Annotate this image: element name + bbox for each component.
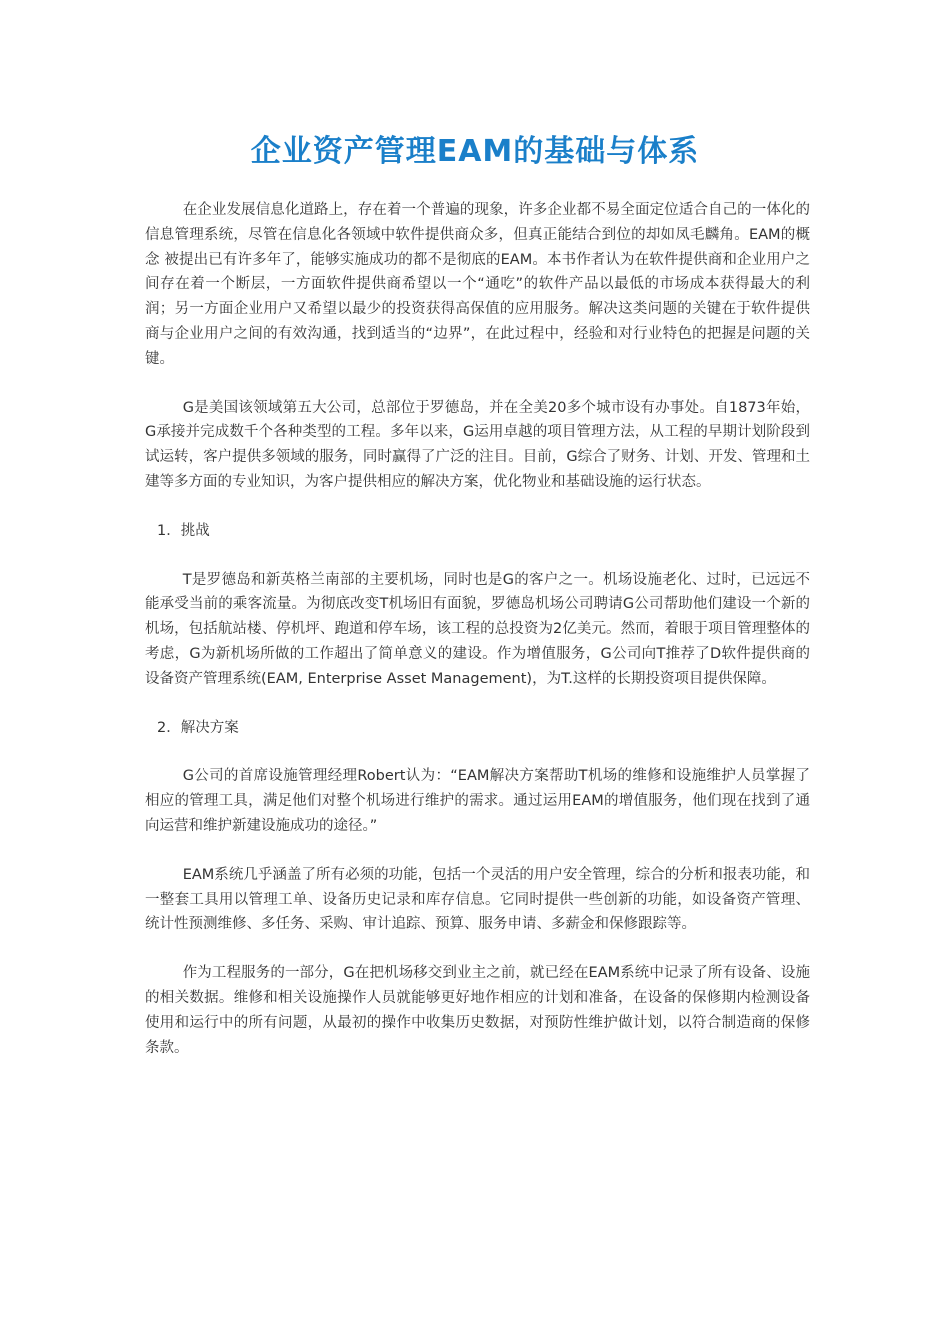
solution-paragraph-features: EAM系统几乎涵盖了所有必须的功能，包括一个灵活的用户安全管理，综合的分析和报表功能，和一整套工具用以管理工单、设备历史记录和库存信息。它同时提供一些创新的功能，如设备资产管理、统计性预测维修、多任务、采购、审计追踪、预算、服务申请、多薪金和保修跟踪等。 — [145, 866, 810, 933]
section-heading-solution: 2．解决方案 — [157, 719, 239, 736]
document-title: 企业资产管理EAM的基础与体系 — [250, 134, 700, 169]
document-body — [145, 198, 810, 1084]
solution-paragraph-quote: G公司的首席设施管理经理Robert认为：“EAM解决方案帮助T机场的维修和设施维护人员掌握了相应的管理工具，满足他们对整个机场进行维护的需求。通过运用EAM的增值服务，他们现在找到了通向运营和维护新建设施成功的途径。” — [145, 768, 810, 834]
solution-paragraph-data: 作为工程服务的一部分，G在把机场移交到业主之前，就已经在EAM系统中记录了所有设备、设施的相关数据。维修和相关设施操作人员就能够更好地作相应的计划和准备，在设备的保修期内检测设备使用和运行中的所有问题，从最初的操作中收集历史数据，对预防性维护做计划，以符合制造商的保修条款。 — [145, 965, 810, 1056]
intro-paragraph: 在企业发展信息化道路上，存在着一个普遍的现象，许多企业都不易全面定位适合自己的一体化的信息管理系统，尽管在信息化各领域中软件提供商众多，但真正能结合到位的却如凤毛麟角。EAM的概念 被提出已有许多年了，能够实施成功的都不是彻底的EAM。本书作者认为在软件提供商和企业用户之间存在着一个断层，一方面软件提供商希望以一个“通吃”的软件产品以最低的市场成本获得最大的利润；另一方面企业用户又希望以最少的投资获得高保值的应用服务。解决这类问题的关键在于软件提供商与企业用户之间的有效沟通，找到适当的“边界”，在此过程中，经验和对行业特色的把握是问题的关键。 — [145, 202, 810, 367]
challenge-paragraph: T是罗德岛和新英格兰南部的主要机场，同时也是G的客户之一。机场设施老化、过时，已远远不能承受当前的乘客流量。为彻底改变T机场旧有面貌，罗德岛机场公司聘请G公司帮助他们建设一个新的机场，包括航站楼、停机坪、跑道和停车场，该工程的总投资为2亿美元。然而，着眼于项目管理整体的考虑，G为新机场所做的工作超出了简单意义的建设。作为增值服务，G公司向T推荐了D软件提供商的设备资产管理系统(EAM, Enterprise Asset Management)，为T.这样的长期投资项目提供保障。 — [145, 571, 810, 687]
company-paragraph: G是美国该领域第五大公司，总部位于罗德岛，并在全美20多个城市设有办事处。自1873年始，G承接并完成数千个各种类型的工程。多年以来，G运用卓越的项目管理方法，从工程的早期计划阶段到试运转，客户提供多领域的服务，同时赢得了广泛的注目。目前，G综合了财务、计划、开发、管理和土建等多方面的专业知识，为客户提供相应的解决方案，优化物业和基础设施的运行状态。 — [145, 399, 810, 490]
section-heading-challenge: 1．挑战 — [157, 522, 210, 539]
